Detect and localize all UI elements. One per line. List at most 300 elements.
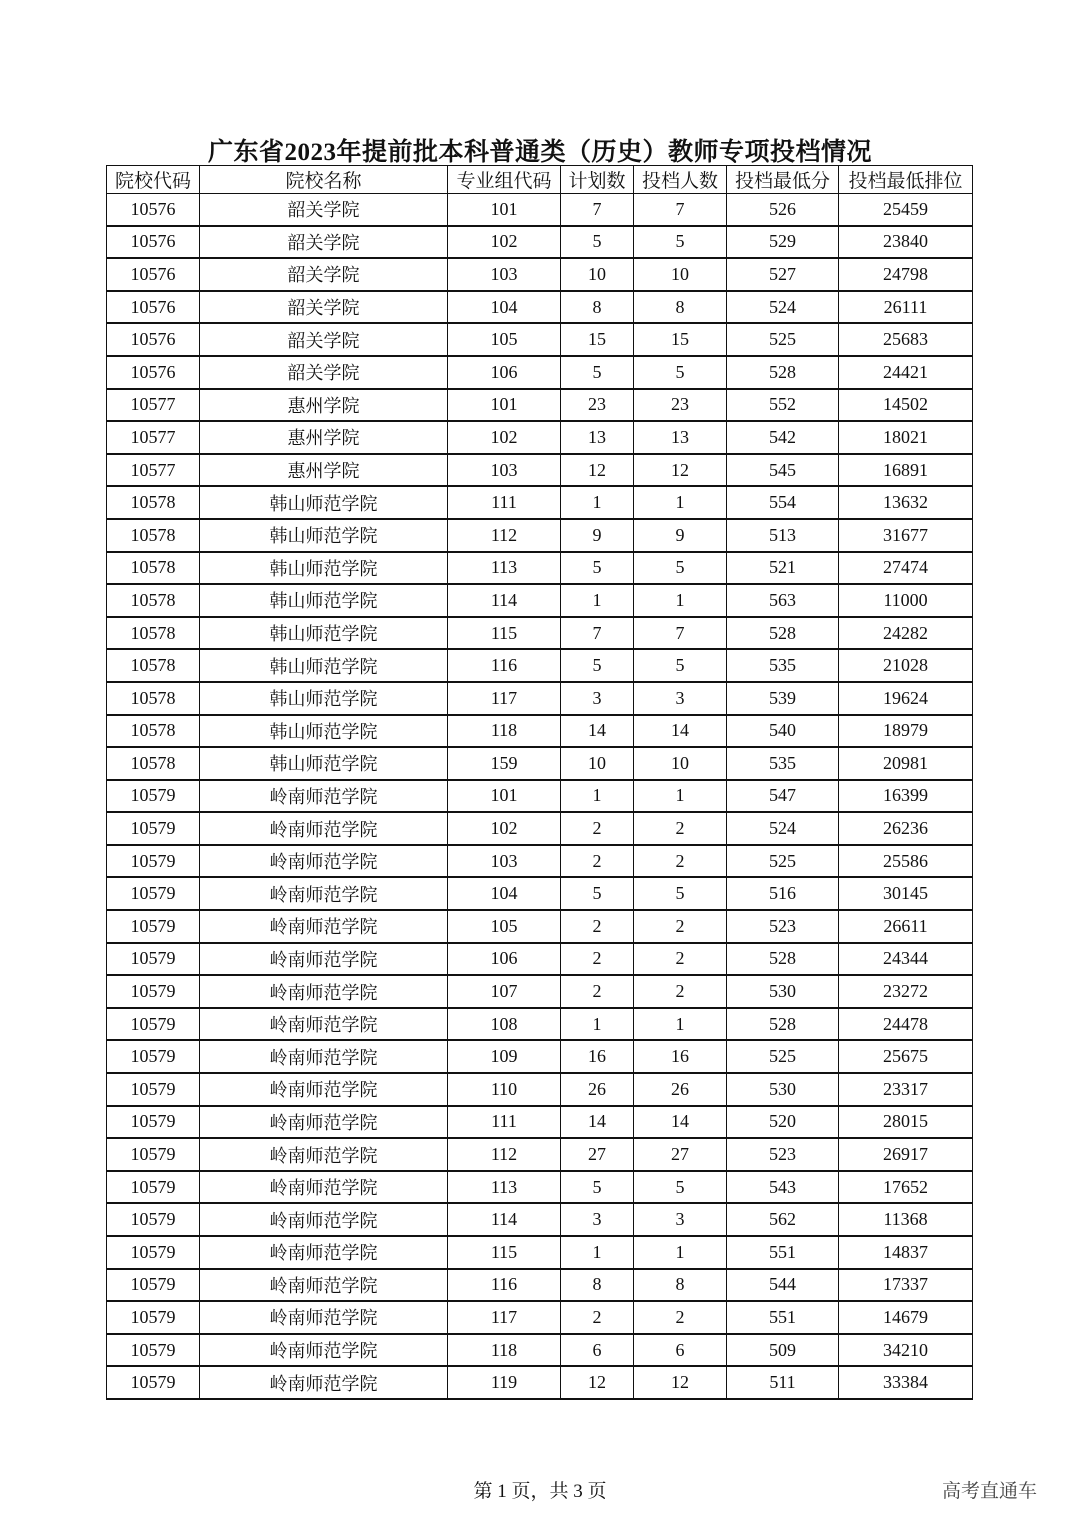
- cell-school-name: 岭南师范学院: [200, 1269, 448, 1302]
- cell-admitted-count: 1: [634, 780, 727, 813]
- table-row: [107, 389, 973, 422]
- cell-group-code: 103: [448, 454, 561, 487]
- cell-school-code: 10577: [107, 454, 200, 487]
- cell-plan-count: 27: [561, 1138, 634, 1171]
- cell-min-rank: 24344: [839, 943, 973, 976]
- cell-admitted-count: 7: [634, 617, 727, 650]
- cell-school-name: 韩山师范学院: [200, 519, 448, 552]
- table-row: [107, 356, 973, 389]
- cell-school-name: 岭南师范学院: [200, 845, 448, 878]
- cell-school-name: 韩山师范学院: [200, 747, 448, 780]
- cell-min-rank: 24282: [839, 617, 973, 650]
- table-row: [107, 715, 973, 748]
- cell-school-name: 韩山师范学院: [200, 715, 448, 748]
- table-row: [107, 194, 973, 226]
- cell-min-rank: 25586: [839, 845, 973, 878]
- cell-school-code: 10579: [107, 812, 200, 845]
- cell-school-name: 韶关学院: [200, 356, 448, 389]
- cell-plan-count: 14: [561, 1106, 634, 1139]
- table-row: [107, 617, 973, 650]
- cell-min-rank: 14502: [839, 389, 973, 422]
- cell-min-score: 551: [727, 1236, 839, 1269]
- cell-plan-count: 5: [561, 1171, 634, 1204]
- cell-group-code: 106: [448, 356, 561, 389]
- cell-plan-count: 2: [561, 1301, 634, 1334]
- cell-school-name: 韩山师范学院: [200, 649, 448, 682]
- cell-school-code: 10579: [107, 845, 200, 878]
- cell-school-name: 岭南师范学院: [200, 812, 448, 845]
- cell-group-code: 119: [448, 1366, 561, 1399]
- cell-group-code: 115: [448, 1236, 561, 1269]
- cell-min-rank: 34210: [839, 1334, 973, 1367]
- table-row: [107, 649, 973, 682]
- cell-min-rank: 23840: [839, 226, 973, 259]
- table-row: [107, 1269, 973, 1302]
- cell-school-name: 岭南师范学院: [200, 1203, 448, 1236]
- cell-plan-count: 10: [561, 258, 634, 291]
- cell-group-code: 103: [448, 845, 561, 878]
- cell-min-rank: 17652: [839, 1171, 973, 1204]
- cell-school-name: 韩山师范学院: [200, 486, 448, 519]
- cell-min-rank: 27474: [839, 552, 973, 585]
- cell-school-code: 10579: [107, 975, 200, 1008]
- cell-school-code: 10579: [107, 1073, 200, 1106]
- cell-school-name: 韶关学院: [200, 291, 448, 324]
- cell-min-score: 551: [727, 1301, 839, 1334]
- cell-school-code: 10576: [107, 291, 200, 324]
- cell-min-rank: 28015: [839, 1106, 973, 1139]
- cell-min-rank: 21028: [839, 649, 973, 682]
- cell-admitted-count: 2: [634, 845, 727, 878]
- cell-min-rank: 23317: [839, 1073, 973, 1106]
- cell-school-name: 岭南师范学院: [200, 1171, 448, 1204]
- cell-school-name: 岭南师范学院: [200, 877, 448, 910]
- cell-group-code: 113: [448, 1171, 561, 1204]
- cell-school-code: 10578: [107, 617, 200, 650]
- column-header-group-code: 专业组代码: [448, 166, 561, 194]
- cell-school-code: 10579: [107, 1334, 200, 1367]
- cell-min-score: 525: [727, 1040, 839, 1073]
- cell-group-code: 117: [448, 682, 561, 715]
- cell-school-name: 韶关学院: [200, 194, 448, 226]
- cell-group-code: 114: [448, 584, 561, 617]
- cell-group-code: 101: [448, 780, 561, 813]
- table-row: [107, 291, 973, 324]
- cell-school-code: 10577: [107, 421, 200, 454]
- cell-min-score: 547: [727, 780, 839, 813]
- cell-group-code: 105: [448, 323, 561, 356]
- table-row: [107, 1106, 973, 1139]
- cell-group-code: 102: [448, 421, 561, 454]
- cell-min-score: 563: [727, 584, 839, 617]
- cell-school-code: 10579: [107, 1236, 200, 1269]
- cell-school-code: 10578: [107, 584, 200, 617]
- cell-school-code: 10579: [107, 1171, 200, 1204]
- column-header-admitted-count: 投档人数: [634, 166, 727, 194]
- cell-min-score: 524: [727, 291, 839, 324]
- cell-min-score: 528: [727, 1008, 839, 1041]
- cell-min-rank: 24478: [839, 1008, 973, 1041]
- cell-school-code: 10579: [107, 943, 200, 976]
- table-row: [107, 780, 973, 813]
- cell-min-score: 554: [727, 486, 839, 519]
- cell-group-code: 118: [448, 1334, 561, 1367]
- cell-plan-count: 3: [561, 682, 634, 715]
- table-row: [107, 552, 973, 585]
- cell-group-code: 109: [448, 1040, 561, 1073]
- cell-school-name: 岭南师范学院: [200, 1008, 448, 1041]
- cell-group-code: 101: [448, 194, 561, 226]
- cell-min-rank: 30145: [839, 877, 973, 910]
- cell-school-code: 10579: [107, 1366, 200, 1399]
- cell-plan-count: 1: [561, 1236, 634, 1269]
- cell-school-code: 10579: [107, 877, 200, 910]
- cell-min-rank: 11368: [839, 1203, 973, 1236]
- cell-school-name: 岭南师范学院: [200, 1236, 448, 1269]
- cell-min-rank: 18021: [839, 421, 973, 454]
- cell-school-code: 10576: [107, 323, 200, 356]
- cell-plan-count: 10: [561, 747, 634, 780]
- cell-group-code: 104: [448, 291, 561, 324]
- table-row: [107, 943, 973, 976]
- cell-min-rank: 16399: [839, 780, 973, 813]
- cell-plan-count: 26: [561, 1073, 634, 1106]
- cell-admitted-count: 12: [634, 1366, 727, 1399]
- cell-min-score: 513: [727, 519, 839, 552]
- cell-plan-count: 1: [561, 1008, 634, 1041]
- cell-min-rank: 14679: [839, 1301, 973, 1334]
- cell-min-rank: 11000: [839, 584, 973, 617]
- cell-plan-count: 7: [561, 617, 634, 650]
- cell-min-score: 527: [727, 258, 839, 291]
- cell-group-code: 118: [448, 715, 561, 748]
- cell-school-name: 岭南师范学院: [200, 975, 448, 1008]
- cell-group-code: 111: [448, 486, 561, 519]
- cell-min-rank: 26236: [839, 812, 973, 845]
- cell-school-code: 10578: [107, 682, 200, 715]
- cell-group-code: 101: [448, 389, 561, 422]
- cell-admitted-count: 9: [634, 519, 727, 552]
- cell-min-rank: 20981: [839, 747, 973, 780]
- cell-group-code: 113: [448, 552, 561, 585]
- cell-min-score: 530: [727, 975, 839, 1008]
- cell-school-name: 韩山师范学院: [200, 552, 448, 585]
- cell-school-name: 岭南师范学院: [200, 1106, 448, 1139]
- cell-min-rank: 19624: [839, 682, 973, 715]
- cell-group-code: 115: [448, 617, 561, 650]
- cell-school-name: 岭南师范学院: [200, 1334, 448, 1367]
- cell-school-code: 10578: [107, 747, 200, 780]
- table-row: [107, 1301, 973, 1334]
- table-row: [107, 258, 973, 291]
- cell-admitted-count: 14: [634, 1106, 727, 1139]
- cell-admitted-count: 5: [634, 1171, 727, 1204]
- cell-group-code: 112: [448, 1138, 561, 1171]
- cell-school-code: 10578: [107, 519, 200, 552]
- cell-school-name: 岭南师范学院: [200, 1301, 448, 1334]
- cell-min-score: 524: [727, 812, 839, 845]
- cell-min-score: 529: [727, 226, 839, 259]
- cell-min-rank: 25683: [839, 323, 973, 356]
- cell-min-score: 523: [727, 1138, 839, 1171]
- cell-min-score: 520: [727, 1106, 839, 1139]
- cell-min-score: 516: [727, 877, 839, 910]
- cell-admitted-count: 16: [634, 1040, 727, 1073]
- table-row: [107, 1236, 973, 1269]
- cell-admitted-count: 10: [634, 258, 727, 291]
- cell-min-rank: 24421: [839, 356, 973, 389]
- table-row: [107, 323, 973, 356]
- cell-min-rank: 14837: [839, 1236, 973, 1269]
- cell-min-rank: 25459: [839, 194, 973, 226]
- cell-admitted-count: 2: [634, 975, 727, 1008]
- cell-plan-count: 1: [561, 780, 634, 813]
- cell-admitted-count: 23: [634, 389, 727, 422]
- cell-min-score: 535: [727, 649, 839, 682]
- cell-group-code: 116: [448, 1269, 561, 1302]
- cell-admitted-count: 12: [634, 454, 727, 487]
- cell-min-score: 525: [727, 845, 839, 878]
- cell-school-name: 惠州学院: [200, 454, 448, 487]
- cell-plan-count: 12: [561, 1366, 634, 1399]
- cell-admitted-count: 1: [634, 584, 727, 617]
- table-row: [107, 812, 973, 845]
- table-row: [107, 682, 973, 715]
- table-row: [107, 845, 973, 878]
- cell-school-name: 岭南师范学院: [200, 1138, 448, 1171]
- cell-school-code: 10579: [107, 1008, 200, 1041]
- cell-min-score: 544: [727, 1269, 839, 1302]
- cell-plan-count: 8: [561, 291, 634, 324]
- cell-school-name: 岭南师范学院: [200, 780, 448, 813]
- cell-group-code: 103: [448, 258, 561, 291]
- table-row: [107, 1008, 973, 1041]
- cell-plan-count: 5: [561, 356, 634, 389]
- cell-min-rank: 17337: [839, 1269, 973, 1302]
- cell-min-score: 562: [727, 1203, 839, 1236]
- table-row: [107, 1073, 973, 1106]
- cell-group-code: 117: [448, 1301, 561, 1334]
- column-header-school-name: 院校名称: [200, 166, 448, 194]
- cell-school-name: 岭南师范学院: [200, 1040, 448, 1073]
- cell-min-score: 523: [727, 910, 839, 943]
- table-row: [107, 1334, 973, 1367]
- cell-min-rank: 26611: [839, 910, 973, 943]
- cell-group-code: 114: [448, 1203, 561, 1236]
- cell-min-score: 543: [727, 1171, 839, 1204]
- cell-plan-count: 14: [561, 715, 634, 748]
- cell-min-score: 511: [727, 1366, 839, 1399]
- cell-min-score: 528: [727, 943, 839, 976]
- cell-group-code: 104: [448, 877, 561, 910]
- cell-school-code: 10576: [107, 194, 200, 226]
- cell-plan-count: 16: [561, 1040, 634, 1073]
- cell-plan-count: 2: [561, 845, 634, 878]
- cell-min-score: 525: [727, 323, 839, 356]
- cell-admitted-count: 14: [634, 715, 727, 748]
- cell-plan-count: 5: [561, 552, 634, 585]
- cell-plan-count: 8: [561, 1269, 634, 1302]
- page-number: 第 1 页，共 3 页: [473, 1481, 607, 1502]
- cell-plan-count: 9: [561, 519, 634, 552]
- cell-min-score: 509: [727, 1334, 839, 1367]
- cell-plan-count: 2: [561, 975, 634, 1008]
- cell-admitted-count: 13: [634, 421, 727, 454]
- cell-admitted-count: 1: [634, 486, 727, 519]
- cell-admitted-count: 5: [634, 649, 727, 682]
- cell-school-code: 10576: [107, 356, 200, 389]
- cell-school-name: 岭南师范学院: [200, 1366, 448, 1399]
- cell-school-code: 10579: [107, 780, 200, 813]
- cell-group-code: 159: [448, 747, 561, 780]
- cell-admitted-count: 2: [634, 1301, 727, 1334]
- cell-school-name: 韶关学院: [200, 258, 448, 291]
- cell-group-code: 110: [448, 1073, 561, 1106]
- cell-plan-count: 5: [561, 226, 634, 259]
- cell-school-name: 韩山师范学院: [200, 682, 448, 715]
- cell-admitted-count: 1: [634, 1008, 727, 1041]
- cell-admitted-count: 6: [634, 1334, 727, 1367]
- cell-plan-count: 2: [561, 910, 634, 943]
- table-row: [107, 1138, 973, 1171]
- cell-school-name: 韩山师范学院: [200, 584, 448, 617]
- cell-admitted-count: 2: [634, 812, 727, 845]
- cell-min-score: 542: [727, 421, 839, 454]
- cell-school-code: 10576: [107, 226, 200, 259]
- table-row: [107, 584, 973, 617]
- cell-admitted-count: 3: [634, 1203, 727, 1236]
- cell-school-name: 惠州学院: [200, 389, 448, 422]
- column-header-school-code: 院校代码: [107, 166, 200, 194]
- column-header-min-rank: 投档最低排位: [839, 166, 973, 194]
- cell-admitted-count: 10: [634, 747, 727, 780]
- cell-min-rank: 26917: [839, 1138, 973, 1171]
- cell-plan-count: 12: [561, 454, 634, 487]
- cell-school-name: 韩山师范学院: [200, 617, 448, 650]
- cell-admitted-count: 26: [634, 1073, 727, 1106]
- cell-min-score: 545: [727, 454, 839, 487]
- cell-min-rank: 16891: [839, 454, 973, 487]
- cell-admitted-count: 15: [634, 323, 727, 356]
- cell-admitted-count: 5: [634, 877, 727, 910]
- cell-min-rank: 31677: [839, 519, 973, 552]
- table-row: [107, 519, 973, 552]
- table-row: [107, 486, 973, 519]
- cell-school-code: 10579: [107, 1269, 200, 1302]
- cell-group-code: 107: [448, 975, 561, 1008]
- cell-school-code: 10578: [107, 486, 200, 519]
- table-row: [107, 454, 973, 487]
- table-row: [107, 910, 973, 943]
- cell-school-code: 10579: [107, 1106, 200, 1139]
- table-row: [107, 226, 973, 259]
- cell-school-name: 韶关学院: [200, 226, 448, 259]
- admission-table: [106, 165, 973, 1400]
- cell-admitted-count: 5: [634, 356, 727, 389]
- table-body: [107, 194, 973, 1399]
- cell-min-rank: 13632: [839, 486, 973, 519]
- table-header-row: [107, 166, 973, 194]
- cell-group-code: 108: [448, 1008, 561, 1041]
- cell-school-code: 10579: [107, 1138, 200, 1171]
- column-header-plan-count: 计划数: [561, 166, 634, 194]
- cell-group-code: 102: [448, 226, 561, 259]
- cell-school-code: 10578: [107, 552, 200, 585]
- cell-school-code: 10578: [107, 649, 200, 682]
- cell-plan-count: 2: [561, 943, 634, 976]
- cell-min-score: 540: [727, 715, 839, 748]
- table-row: [107, 747, 973, 780]
- cell-min-rank: 26111: [839, 291, 973, 324]
- cell-min-score: 539: [727, 682, 839, 715]
- cell-school-code: 10576: [107, 258, 200, 291]
- cell-admitted-count: 1: [634, 1236, 727, 1269]
- cell-plan-count: 3: [561, 1203, 634, 1236]
- cell-plan-count: 23: [561, 389, 634, 422]
- cell-admitted-count: 8: [634, 1269, 727, 1302]
- cell-min-score: 528: [727, 617, 839, 650]
- cell-school-name: 韶关学院: [200, 323, 448, 356]
- cell-school-name: 岭南师范学院: [200, 1073, 448, 1106]
- cell-admitted-count: 5: [634, 226, 727, 259]
- cell-plan-count: 5: [561, 877, 634, 910]
- cell-school-code: 10577: [107, 389, 200, 422]
- cell-plan-count: 1: [561, 486, 634, 519]
- cell-group-code: 106: [448, 943, 561, 976]
- cell-min-rank: 24798: [839, 258, 973, 291]
- cell-admitted-count: 7: [634, 194, 727, 226]
- table-row: [107, 1040, 973, 1073]
- cell-plan-count: 15: [561, 323, 634, 356]
- cell-school-name: 岭南师范学院: [200, 910, 448, 943]
- cell-min-score: 528: [727, 356, 839, 389]
- table-row: [107, 1203, 973, 1236]
- cell-min-rank: 33384: [839, 1366, 973, 1399]
- cell-plan-count: 5: [561, 649, 634, 682]
- table-row: [107, 421, 973, 454]
- column-header-min-score: 投档最低分: [727, 166, 839, 194]
- cell-school-name: 岭南师范学院: [200, 943, 448, 976]
- cell-admitted-count: 8: [634, 291, 727, 324]
- cell-admitted-count: 5: [634, 552, 727, 585]
- cell-school-code: 10579: [107, 1040, 200, 1073]
- cell-admitted-count: 27: [634, 1138, 727, 1171]
- cell-group-code: 116: [448, 649, 561, 682]
- cell-min-score: 521: [727, 552, 839, 585]
- cell-group-code: 105: [448, 910, 561, 943]
- cell-min-score: 552: [727, 389, 839, 422]
- table-row: [107, 975, 973, 1008]
- cell-min-score: 526: [727, 194, 839, 226]
- cell-min-score: 535: [727, 747, 839, 780]
- cell-min-rank: 18979: [839, 715, 973, 748]
- cell-plan-count: 2: [561, 812, 634, 845]
- cell-plan-count: 13: [561, 421, 634, 454]
- cell-admitted-count: 3: [634, 682, 727, 715]
- brand-watermark: 高考直通车: [942, 1480, 1038, 1502]
- cell-plan-count: 6: [561, 1334, 634, 1367]
- cell-school-code: 10578: [107, 715, 200, 748]
- cell-min-score: 530: [727, 1073, 839, 1106]
- cell-school-code: 10579: [107, 1203, 200, 1236]
- cell-group-code: 102: [448, 812, 561, 845]
- cell-group-code: 111: [448, 1106, 561, 1139]
- cell-plan-count: 7: [561, 194, 634, 226]
- cell-admitted-count: 2: [634, 910, 727, 943]
- page-title: 广东省2023年提前批本科普通类（历史）教师专项投档情况: [207, 139, 872, 166]
- cell-school-name: 惠州学院: [200, 421, 448, 454]
- cell-admitted-count: 2: [634, 943, 727, 976]
